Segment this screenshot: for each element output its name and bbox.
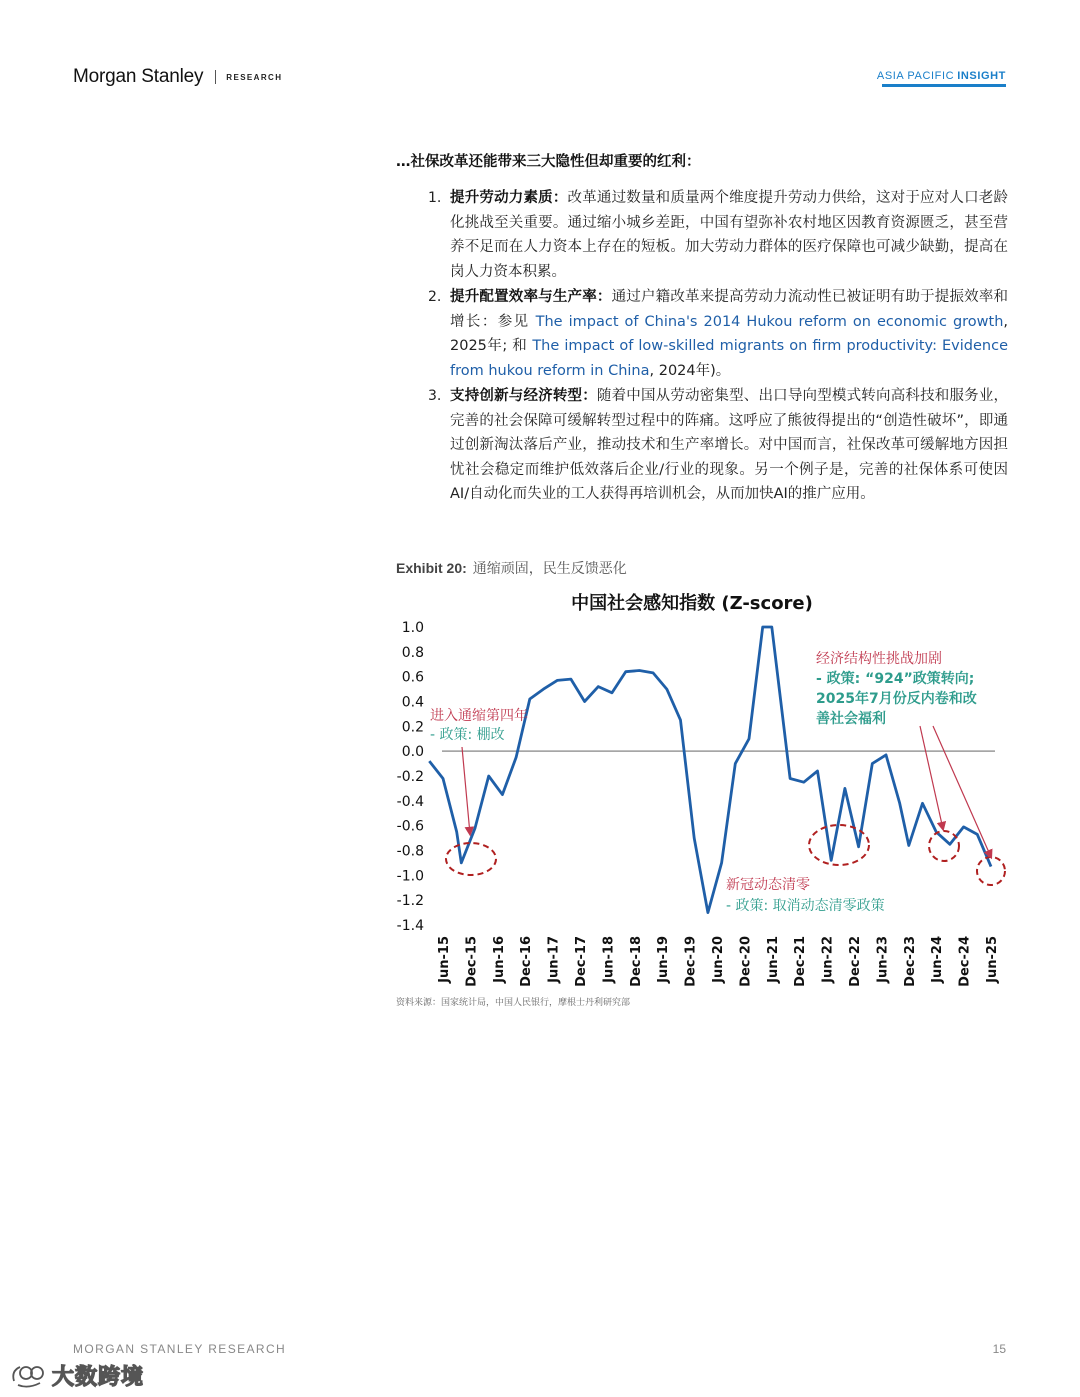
x-tick-label: Dec-23	[902, 936, 918, 987]
x-tick-label: Jun-15	[437, 936, 452, 983]
header-rule	[882, 84, 1006, 87]
x-tick-label: Jun-20	[711, 936, 726, 983]
annotation-label: 善社会福利	[816, 711, 886, 727]
insight-suffix: INSIGHT	[957, 70, 1006, 82]
annotation-arrow	[462, 747, 470, 834]
x-tick-label: Jun-25	[985, 936, 1000, 983]
brand-separator	[215, 70, 216, 84]
watermark-text: 大数跨境	[52, 1365, 145, 1390]
x-tick-label: Jun-16	[491, 936, 507, 983]
exhibit-label: Exhibit 20:	[396, 560, 467, 576]
series-line	[429, 627, 991, 913]
x-tick-label: Dec-17	[574, 936, 589, 987]
x-tick-label: Dec-16	[519, 936, 535, 987]
annotation-label: 经济结构性挑战加剧	[816, 651, 942, 667]
y-tick-label: -1.2	[396, 893, 424, 910]
point-text: 改革通过数量和质量两个维度提升劳动力供给，这对于应对人口老龄化挑战至关重要。通过缩小城乡差距，中国有望弥补农村地区因教育资源匮乏，甚至营养不足而在人力资本上存在的短板。加大劳动力群体的医疗保障也可减少缺勤，提高在岗人力资本积累。	[450, 190, 1008, 280]
y-tick-label: 0.0	[401, 744, 424, 761]
y-tick-label: 0.2	[401, 719, 424, 736]
exhibit-caption	[396, 558, 627, 578]
y-tick-label: 0.6	[401, 669, 424, 686]
point-text-mid: , 2025年; 和	[450, 313, 1009, 354]
x-tick-label: Jun-22	[820, 936, 836, 983]
annotation-label: - 政策: 棚改	[430, 727, 505, 743]
x-tick-label: Dec-21	[793, 936, 809, 987]
point-1	[428, 186, 1008, 284]
annotation-label: - 政策: “924”政策转向;	[816, 671, 975, 687]
x-tick-label: Dec-19	[683, 936, 699, 987]
x-tick-label: Dec-20	[738, 936, 754, 987]
point-2	[428, 285, 1008, 383]
highlight-circle	[977, 857, 1005, 885]
annotation-label: 进入通缩第四年	[430, 708, 528, 724]
y-axis	[397, 620, 424, 934]
reference-link[interactable]: The impact of low-skilled migrants on firm productivity: Evidence from hukou reform in China	[450, 338, 1009, 379]
points-list	[428, 186, 1008, 508]
x-tick-label: Jun-18	[601, 936, 617, 983]
line-chart	[390, 584, 1020, 994]
x-tick-label: Jun-24	[930, 936, 946, 983]
point-title: 支持创新与经济转型：	[450, 388, 597, 404]
y-tick-label: 1.0	[401, 620, 424, 636]
point-body	[450, 186, 1008, 284]
watermark-logo-icon	[8, 1361, 48, 1391]
page-number: 15	[992, 1342, 1006, 1356]
source-note: 资料来源：国家统计局，中国人民银行，摩根士丹利研究部	[396, 998, 631, 1008]
point-title: 提升劳动力素质：	[450, 190, 568, 206]
point-text: 随着中国从劳动密集型、出口导向型模式转向高科技和服务业，完善的社会保障可缓解转型过程中的阵痛。这呼应了熊彼得提出的“创造性破坏”，即通过创新淘汰落后产业，推动技术和生产率增长。对中国而言，社保改革可缓解地方因担忧社会稳定而维护低效落后企业/行业的现象。另一个例子是，完善的社保体系可使因AI/自动化而失业的工人获得再培训机会，从而加快AI的推广应用。	[450, 388, 1009, 502]
point-3	[428, 384, 1008, 507]
annotation-label: - 政策: 取消动态清零政策	[726, 898, 885, 914]
y-tick-label: -0.4	[396, 793, 424, 810]
annotation-label: 2025年7月份反内卷和改	[816, 691, 977, 707]
x-tick-label: Jun-19	[656, 936, 672, 983]
y-tick-label: -0.6	[396, 818, 424, 835]
watermark	[8, 1360, 144, 1391]
point-text: 通过户籍改革来提高劳动力流动性已被证明有助于提振效率和增长：参见	[450, 289, 1009, 330]
x-tick-label: Jun-21	[765, 936, 781, 983]
header-brand	[73, 66, 282, 88]
brand-section: RESEARCH	[226, 72, 283, 82]
point-number: 3.	[428, 388, 442, 404]
point-body	[450, 285, 1008, 383]
header-insight	[877, 70, 1006, 82]
x-tick-label: Jun-17	[546, 936, 562, 983]
x-tick-label: Dec-15	[464, 936, 480, 987]
y-tick-label: -1.4	[396, 918, 424, 934]
point-title: 提升配置效率与生产率：	[450, 289, 612, 305]
y-tick-label: -0.2	[396, 769, 424, 785]
point-number: 2.	[428, 289, 442, 305]
x-axis	[437, 936, 1000, 987]
highlight-circle	[929, 831, 959, 861]
x-tick-label: Dec-22	[848, 936, 863, 987]
reference-link[interactable]: The impact of China's 2014 Hukou reform on economic growth	[535, 313, 1004, 330]
point-body	[450, 384, 1008, 507]
highlight-circle	[446, 843, 496, 875]
y-tick-label: -1.0	[396, 868, 424, 885]
x-tick-label: Dec-18	[628, 936, 644, 987]
footer-label: MORGAN STANLEY RESEARCH	[73, 1342, 287, 1356]
y-tick-label: 0.4	[401, 694, 424, 711]
x-tick-label: Dec-24	[957, 936, 973, 987]
chart-title: 中国社会感知指数 (Z-score)	[571, 593, 813, 614]
y-tick-label: -0.8	[396, 843, 424, 860]
point-text-end: , 2024年)。	[649, 362, 731, 379]
point-number: 1.	[428, 190, 442, 206]
intro-heading: …社保改革还能带来三大隐性但却重要的红利：	[396, 154, 701, 170]
annotation-label: 新冠动态清零	[726, 877, 810, 893]
insight-prefix: ASIA PACIFIC	[876, 70, 955, 82]
brand-logo: Morgan Stanley	[73, 66, 204, 87]
x-tick-label: Jun-23	[875, 936, 891, 983]
y-tick-label: 0.8	[401, 644, 424, 661]
exhibit-title: 通缩顽固，民生反馈恶化	[472, 561, 627, 577]
